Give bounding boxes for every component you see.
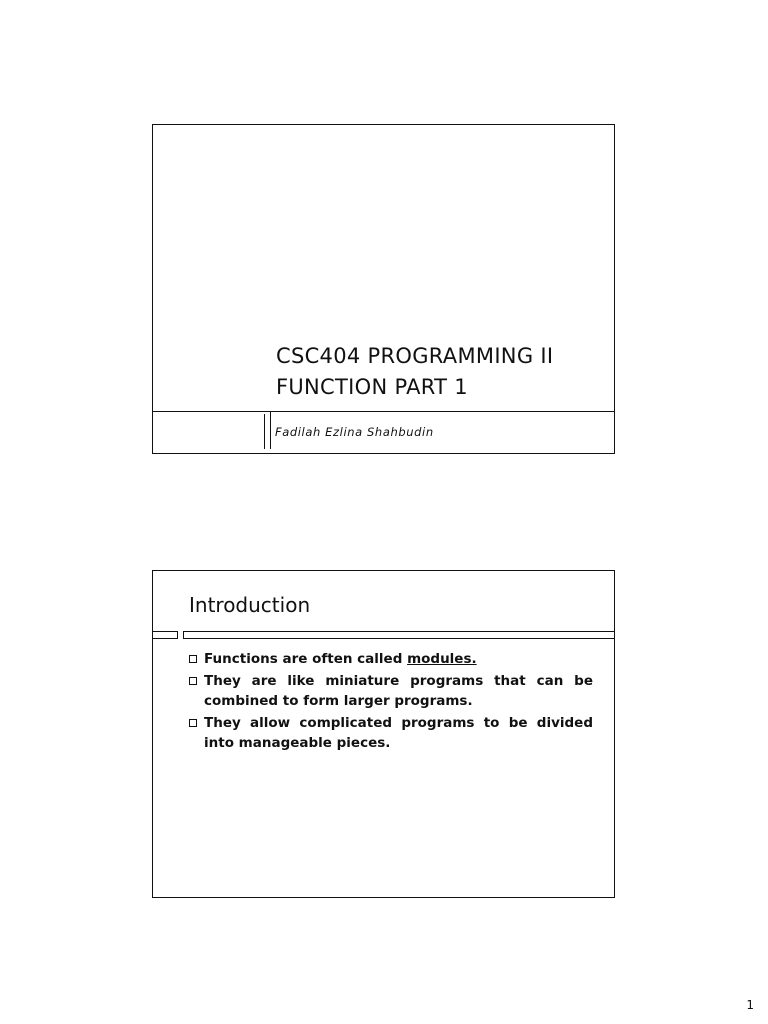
bullet-item xyxy=(189,671,593,711)
bullet-text: They allow complicated programs to be divided into manageable pieces. xyxy=(204,715,593,751)
title-line-1: CSC404 PROGRAMMING II xyxy=(276,344,554,368)
square-bullet-icon xyxy=(189,677,197,685)
author-name: Fadilah Ezlina Shahbudin xyxy=(275,425,434,439)
bullet-text: Functions are often called xyxy=(204,651,408,667)
square-bullet-icon xyxy=(189,655,197,663)
slide-heading: Introduction xyxy=(189,593,311,617)
footer-left-box xyxy=(153,414,265,449)
title-slide xyxy=(152,124,615,454)
slide-title xyxy=(276,341,553,403)
heading-rule xyxy=(183,631,614,639)
heading-rule-stub xyxy=(153,631,178,639)
bullet-list xyxy=(189,649,593,755)
bullet-item xyxy=(189,649,593,669)
page-number: 1 xyxy=(746,998,754,1012)
title-line-2: FUNCTION PART 1 xyxy=(276,375,468,399)
intro-slide xyxy=(152,570,615,898)
bullet-underlined-term: modules. xyxy=(407,651,477,667)
bullet-item xyxy=(189,713,593,753)
bullet-text: They are like miniature programs that can be combined to form larger programs. xyxy=(204,673,593,709)
square-bullet-icon xyxy=(189,719,197,727)
